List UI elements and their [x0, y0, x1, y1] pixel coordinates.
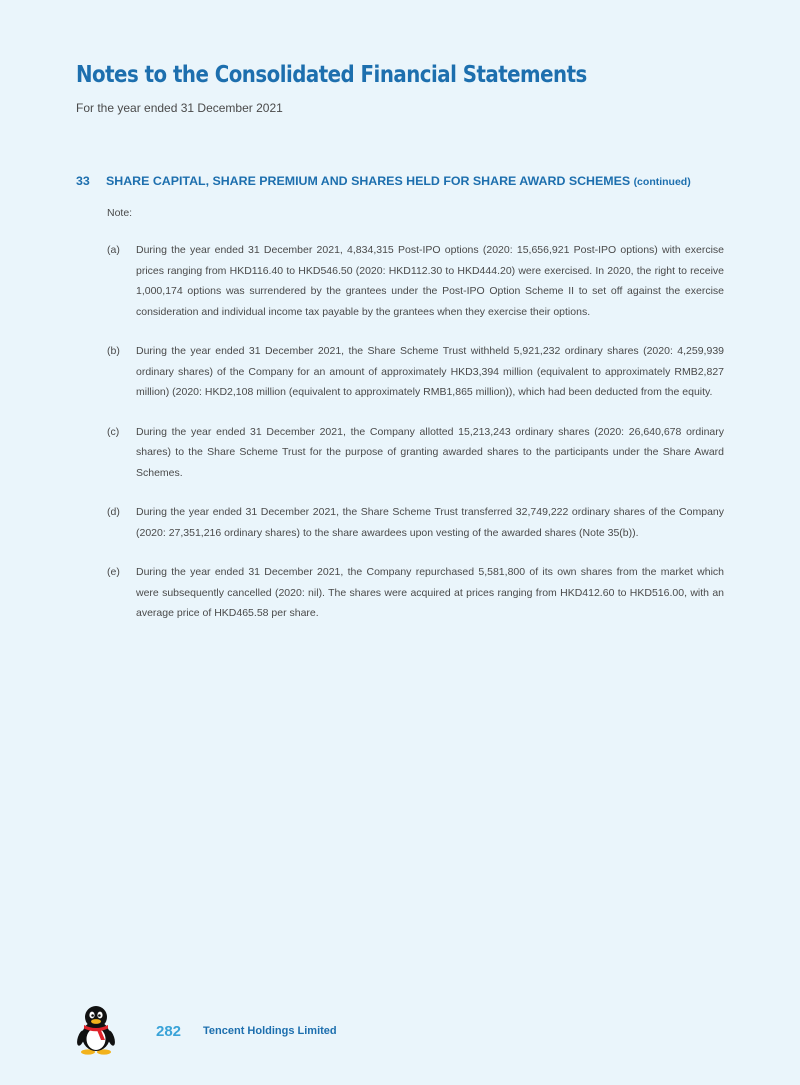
page-title: Notes to the Consolidated Financial Statements: [76, 62, 587, 88]
section-title: SHARE CAPITAL, SHARE PREMIUM AND SHARES HELD FOR SHARE AWARD SCHEMES: [106, 174, 631, 188]
section-continued-label: (continued): [633, 176, 691, 188]
note-letter: (c): [107, 425, 120, 438]
note-letter: (a): [107, 244, 120, 256]
notes-list: [107, 240, 724, 643]
note-letter: (b): [107, 345, 120, 357]
note-item-c: [107, 422, 724, 484]
note-item-b: [107, 341, 724, 403]
note-text: During the year ended 31 December 2021, the Company repurchased 5,581,800 of its own shares from the market which were subsequently cancelled (2020: nil). The shares were acquired at prices ranging from HKD412.60 to HKD516.00, with an average price of HKD465.58 per share.: [136, 566, 724, 619]
note-text: During the year ended 31 December 2021, the Company allotted 15,213,243 ordinary shares (2020: 26,640,678 ordinary shares) to the Share Scheme Trust for the purpose of granting awarded shares to the participants under the Share Award Schemes.: [136, 425, 724, 479]
note-letter: (e): [107, 566, 120, 578]
page-subtitle: For the year ended 31 December 2021: [76, 101, 283, 115]
note-text: During the year ended 31 December 2021, 4,834,315 Post-IPO options (2020: 15,656,921 Post-IPO options) with exercise prices ranging from HKD116.40 to HKD546.50 (2020: HKD112.30 to HKD444.20) were exercised. In 2020, the right to receive 1,000,174 options was surrendered by the grantees under the Post-IPO Option Scheme II to set off against the exercise consideration and individual income tax payable by the grantees when they exercise their options.: [136, 244, 724, 318]
section-number: 33: [76, 174, 90, 188]
company-name: Tencent Holdings Limited: [203, 1025, 337, 1037]
page-number: 282: [156, 1023, 182, 1040]
note-item-a: [107, 240, 724, 322]
note-item-e: [107, 562, 724, 624]
page-footer: [76, 1005, 396, 1055]
note-text: During the year ended 31 December 2021, the Share Scheme Trust transferred 32,749,222 ordinary shares of the Company (2020: 27,351,216 ordinary shares) to the share awardees upon vesting of the awarded shares (Note 35(b)).: [136, 506, 724, 539]
note-letter: (d): [107, 506, 120, 518]
note-label: Note:: [107, 207, 133, 219]
section-heading: [76, 174, 776, 188]
note-item-d: [107, 502, 724, 543]
note-text: During the year ended 31 December 2021, the Share Scheme Trust withheld 5,921,232 ordinary shares (2020: 4,259,939 ordinary shares) of the Company for an amount of approximately HKD3,394 million (equivalent to approximately RMB2,827 million) (2020: HKD2,108 million (equivalent to approximately RMB1,865 million)), which had been deducted from the equity.: [136, 345, 724, 398]
penguin-mascot-icon: [76, 1005, 116, 1055]
